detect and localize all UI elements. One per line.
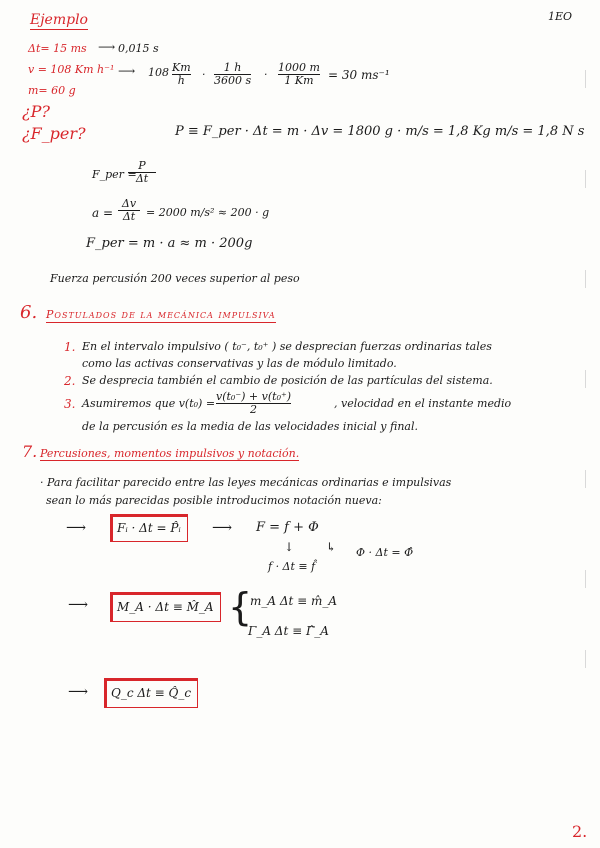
impulse-equation: P ≡ F_per · Δt = m · Δv = 1800 g · m/s = 1,8 Kg m/s = 1,8 N s bbox=[175, 124, 585, 139]
section6-number: 6. bbox=[20, 302, 38, 323]
postulate-3-line-2: de la percusión es la media de las velocidades inicial y final. bbox=[82, 420, 418, 433]
force-approx: F_per = m · a ≈ m · 200g bbox=[86, 236, 253, 251]
moment-gamma-impulse: Γ_A Δt ≡ Γ̂_A bbox=[248, 624, 329, 638]
postulate-1-number: 1. bbox=[64, 340, 76, 354]
question-p: ¿P? bbox=[22, 102, 50, 121]
moment-m-impulse: m_A Δt ≡ m̂_A bbox=[250, 594, 338, 608]
question-fper: ¿F_per? bbox=[22, 124, 86, 143]
accel-formula-frac: Δv Δt bbox=[118, 198, 140, 223]
postulate-1-line-1: En el intervalo impulsivo ( t₀⁻, t₀⁺ ) se desprecian fuerzas ordinarias tales bbox=[82, 340, 492, 353]
row1-arrow: ⟶ bbox=[66, 520, 87, 536]
page-number: 2. bbox=[572, 822, 588, 841]
force-impulse-phi: Φ · Δt = Φ̂ bbox=[356, 546, 414, 559]
velocity-factor-1: Km h bbox=[172, 61, 191, 87]
box-impulsive-moment: M_A · Δt ≡ M̂_A bbox=[110, 592, 221, 622]
time-arrow: ⟶ bbox=[98, 40, 116, 54]
force-impulse-f: f · Δt ≡ f̂ bbox=[268, 560, 316, 573]
accel-formula-rhs: = 2000 m/s² ≈ 200 · g bbox=[146, 206, 270, 219]
box-percussion-impulse: Fᵢ · Δt = P̂ᵢ bbox=[110, 514, 188, 542]
force-formula-lhs: F_per = bbox=[92, 168, 137, 181]
time-conversion: 0,015 s bbox=[118, 42, 159, 55]
example-data-dt: Δt= 15 ms bbox=[28, 42, 87, 55]
velocity-lead: 108 bbox=[148, 66, 169, 79]
example-title: Ejemplo bbox=[30, 12, 88, 28]
corner-mark: 1EO bbox=[548, 10, 573, 23]
section6-title: Postulados de la mecánica impulsiva bbox=[46, 308, 276, 321]
velocity-result: = 30 ms⁻¹ bbox=[328, 68, 390, 82]
brace-icon: { bbox=[228, 585, 253, 629]
example-conclusion: Fuerza percusión 200 veces superior al peso bbox=[50, 272, 300, 285]
accel-formula-lhs: a = bbox=[92, 206, 114, 220]
section7-paragraph-line-2: sean lo más parecidas posible introducimos notación nueva: bbox=[46, 494, 382, 507]
row2-arrow: ⟶ bbox=[68, 597, 89, 613]
box-qc-impulse: Q_c Δt ≡ Q̂_c bbox=[104, 678, 198, 708]
force-decomposition: F = f + Φ bbox=[256, 520, 319, 535]
notebook-page: 1EO Ejemplo Δt= 15 ms ⟶ 0,015 s v = 108 Km h⁻¹ ⟶ 108 Km h · 1 h 3600 s · 1000 m 1 Km = 30 ms⁻¹ m= 60 g ¿P? ¿F_per? P ≡ F_per · Δt = m · Δv = 1800 g · m/s = 1,8 Kg m/s = 1,8 N s F_per = P Δt a = Δv Δt = 2000 m/s² ≈ 200 · g F_per = m · a ≈ m · 200g Fuerza percusión 200 veces superior al peso 6. Postulados de la mecánica impulsiva 1. En el intervalo impulsivo ( t₀⁻, t₀⁺ ) se desprecian fuerzas ordinarias tales como las activas conservativas y las de módulo limitado. 2. Se desprecia también el cambio de posición de las partículas del sistema. 3. Asumiremos que v(t₀) = v(t₀⁻) + v(t₀⁺) 2 , velocidad en el instante medio de la percusión es la media de las velocidades inicial y final. 7. Percusiones, momentos impulsivos y notación. · Para facilitar parecido entre las leyes mecánicas ordinarias e impulsivas sean lo más parecidas posible introducimos notación nueva: ⟶ Fᵢ · Δt = P̂ᵢ ⟶ F = f + Φ ↓ ↳ f · Δt ≡ f̂ Φ · Δt = Φ̂ ⟶ M_A · Δt ≡ M̂_A { m_A Δt ≡ m̂_A Γ_A Δt ≡ Γ̂_A ⟶ Q_c Δt ≡ Q̂_c 2. bbox=[20, 10, 588, 841]
velocity-factor-3: 1000 m 1 Km bbox=[278, 61, 320, 87]
force-formula-frac: P Δt bbox=[128, 160, 156, 185]
section7-title: Percusiones, momentos impulsivos y notación. bbox=[40, 447, 300, 460]
velocity-arrow: ⟶ bbox=[118, 64, 136, 78]
velocity-factor-2: 1 h 3600 s bbox=[214, 61, 252, 87]
section7-paragraph-line-1: · Para facilitar parecido entre las leyes mecánicas ordinarias e impulsivas bbox=[40, 476, 452, 489]
postulate-2-number: 2. bbox=[64, 374, 76, 388]
section7-number: 7. bbox=[22, 442, 38, 461]
postulate-2-line-1: Se desprecia también el cambio de posición de las partículas del sistema. bbox=[82, 374, 493, 387]
row1-arrow-2: ⟶ bbox=[212, 520, 233, 536]
row3-arrow: ⟶ bbox=[68, 684, 89, 700]
postulate-3-number: 3. bbox=[64, 397, 76, 411]
corner-arrow-icon: ↳ bbox=[326, 540, 337, 554]
example-data-m: m= 60 g bbox=[28, 84, 76, 97]
down-arrow-icon: ↓ bbox=[284, 540, 295, 554]
postulate-3-velocity-frac: v(t₀⁻) + v(t₀⁺) 2 bbox=[216, 390, 292, 416]
postulate-1-line-2: como las activas conservativas y las de módulo limitado. bbox=[82, 357, 397, 370]
postulate-3-lead: Asumiremos que v(t₀) = bbox=[82, 397, 216, 410]
example-data-v: v = 108 Km h⁻¹ bbox=[28, 63, 115, 76]
postulate-3-tail: , velocidad en el instante medio bbox=[334, 397, 512, 410]
